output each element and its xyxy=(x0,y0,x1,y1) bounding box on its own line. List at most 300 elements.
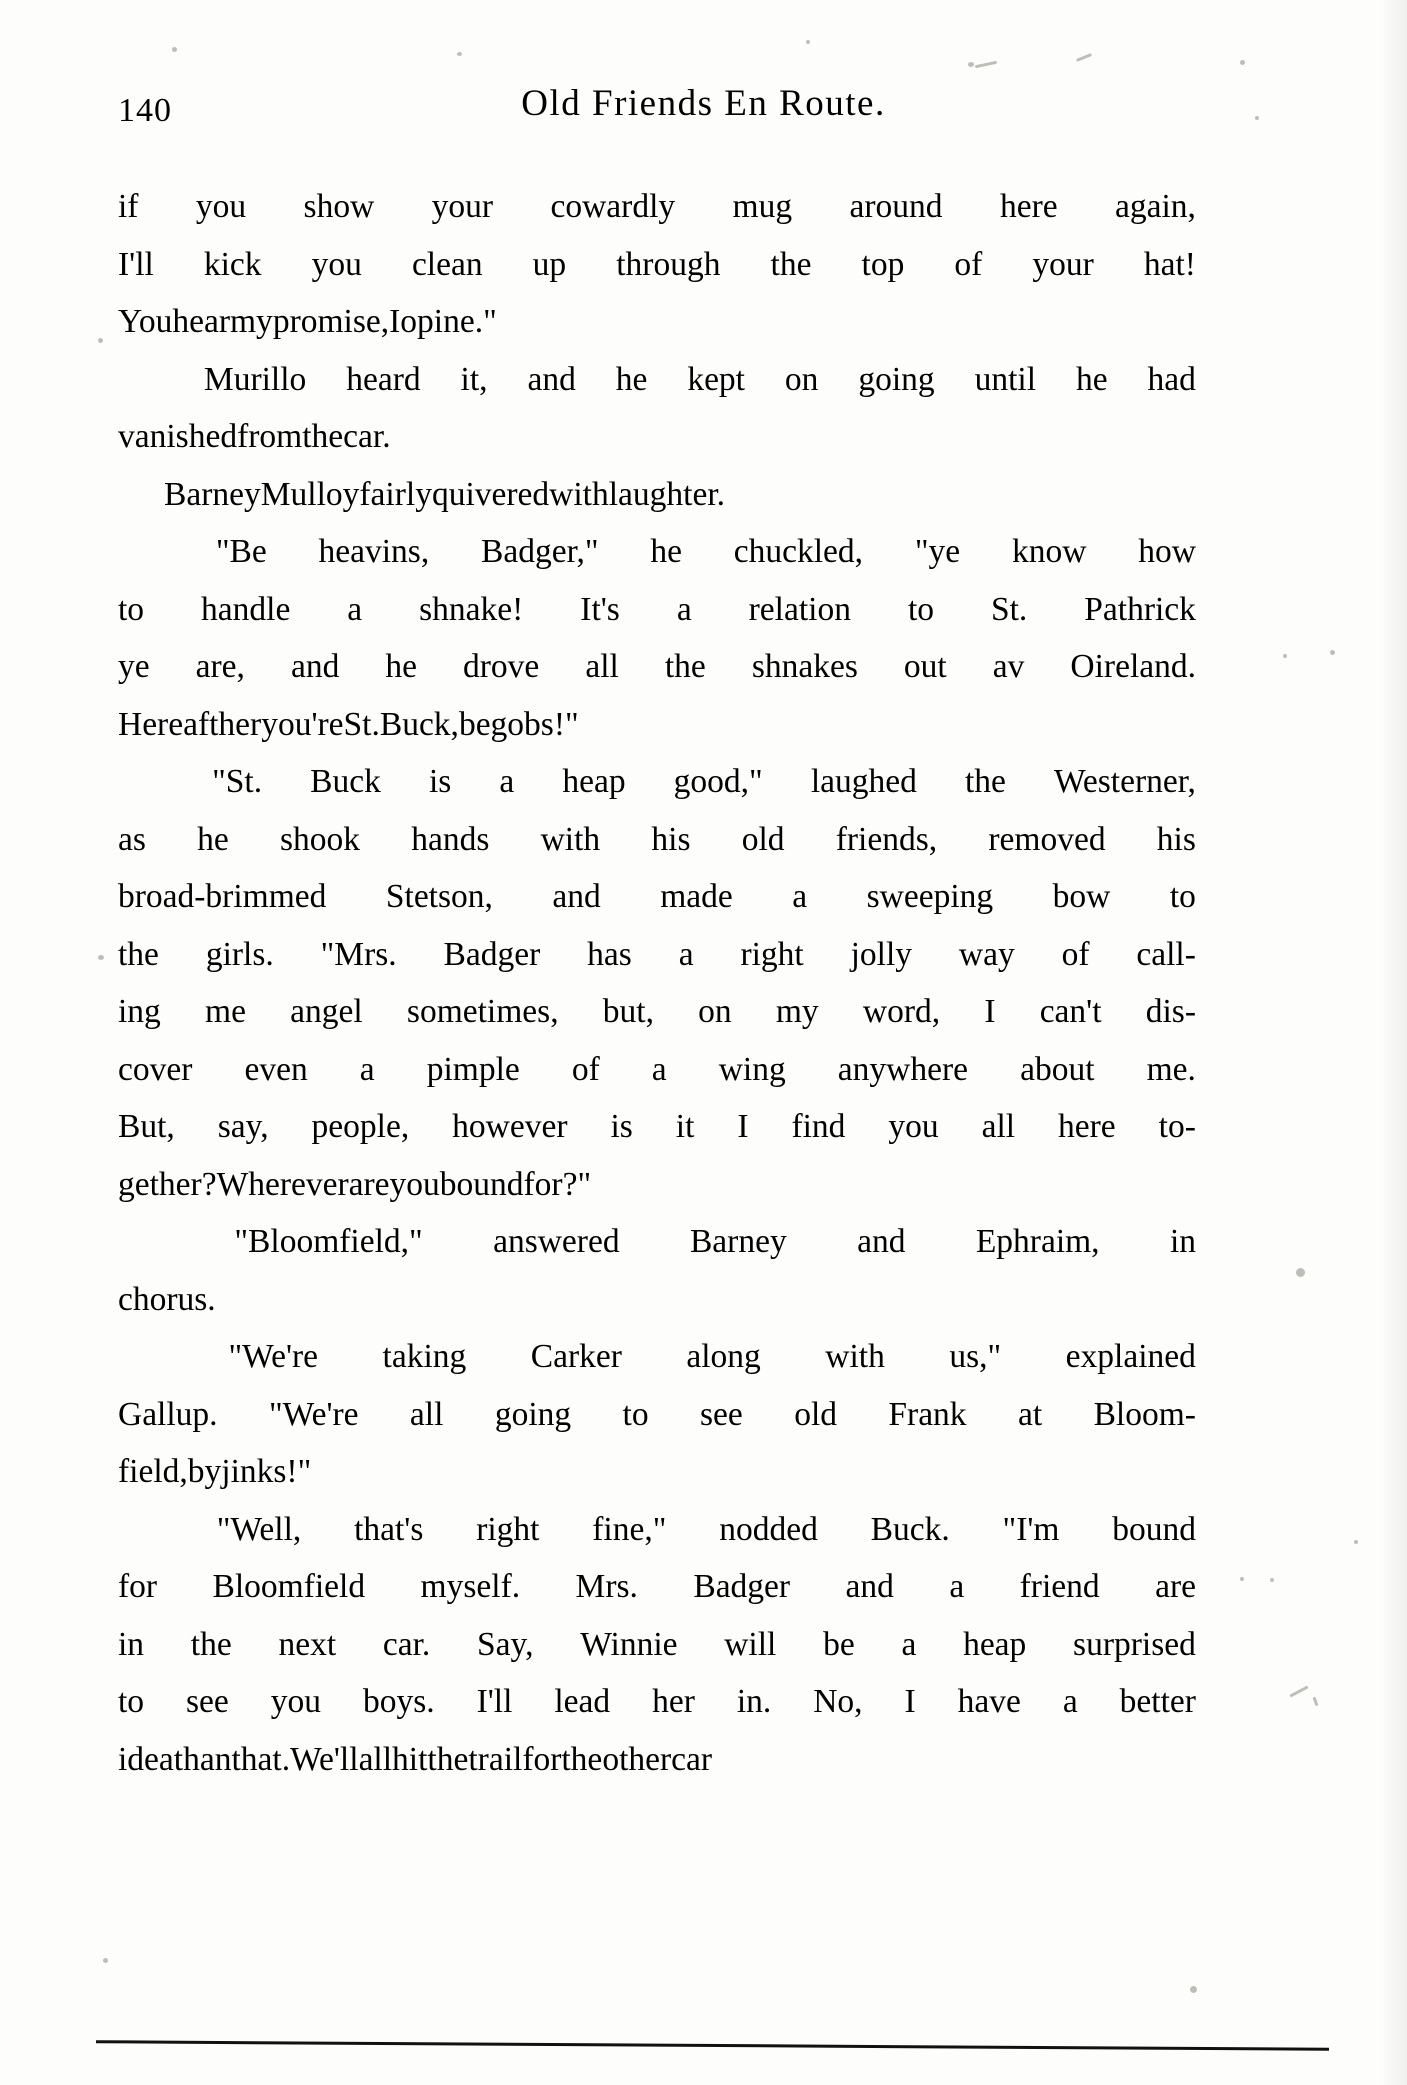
word: the xyxy=(964,763,1006,800)
word: me xyxy=(205,993,246,1030)
paper-speck xyxy=(1289,1685,1308,1697)
word: know xyxy=(1011,533,1087,570)
text-line xyxy=(118,466,1196,524)
word: made xyxy=(660,878,733,915)
word: with xyxy=(549,475,609,513)
word: old xyxy=(741,820,785,858)
word: heavins, xyxy=(318,533,430,570)
word: you xyxy=(389,1165,440,1203)
word: is xyxy=(610,1108,633,1145)
word: he xyxy=(385,648,417,685)
word: heap xyxy=(562,763,626,800)
word: of xyxy=(954,245,983,283)
word: my xyxy=(775,993,819,1030)
paper-speck xyxy=(1255,116,1259,120)
word: Mulloy xyxy=(260,475,360,513)
word: all xyxy=(409,1395,444,1433)
word: angel xyxy=(290,993,363,1030)
word: surprised xyxy=(1073,1625,1196,1663)
paragraph xyxy=(118,1328,1196,1501)
word: a xyxy=(499,763,515,800)
word: old xyxy=(794,1395,837,1433)
word: handle xyxy=(201,590,291,628)
word: are, xyxy=(195,648,245,685)
word: a xyxy=(347,590,363,628)
word: field, xyxy=(118,1453,188,1490)
word: show xyxy=(303,188,375,225)
word: "I'm xyxy=(1002,1510,1060,1548)
word: "Well, xyxy=(216,1510,302,1548)
text-line xyxy=(118,1616,1196,1674)
word: and xyxy=(857,1223,906,1260)
word: in xyxy=(118,1625,145,1663)
word: better xyxy=(1119,1683,1196,1720)
word: "Be xyxy=(215,533,267,570)
indent-spacer xyxy=(118,523,164,581)
word: Badger xyxy=(693,1568,791,1605)
word: but, xyxy=(602,993,654,1030)
word: in xyxy=(1169,1223,1196,1260)
word: Mrs. xyxy=(575,1568,638,1605)
word: Carker xyxy=(530,1338,622,1375)
word: kept xyxy=(687,360,745,398)
word: the xyxy=(561,1740,603,1778)
text-line xyxy=(118,236,1196,294)
word: It's xyxy=(580,590,620,628)
word: at xyxy=(1017,1395,1043,1433)
text-line xyxy=(118,1328,1196,1386)
word: a xyxy=(1062,1683,1078,1720)
text-line xyxy=(118,811,1196,869)
word: with xyxy=(540,820,601,858)
word: be xyxy=(823,1625,855,1663)
word: St. xyxy=(343,705,380,743)
word: and xyxy=(290,648,340,685)
word: to xyxy=(1169,878,1196,915)
text-line xyxy=(118,351,1196,409)
paper-speck xyxy=(1270,1578,1274,1582)
word: broad-brimmed xyxy=(118,878,327,915)
word: Westerner, xyxy=(1053,763,1196,800)
word: say, xyxy=(217,1108,269,1145)
word: dis- xyxy=(1145,993,1196,1030)
word: Winnie xyxy=(580,1625,678,1663)
word: he xyxy=(1075,360,1108,398)
text-line xyxy=(118,1156,1196,1214)
word: explained xyxy=(1065,1338,1196,1375)
word: next xyxy=(278,1625,337,1663)
word: girls. xyxy=(205,935,274,973)
word: here xyxy=(999,188,1058,225)
word: along xyxy=(686,1338,761,1375)
text-line xyxy=(118,1098,1196,1156)
word: wing xyxy=(718,1050,786,1088)
word: call- xyxy=(1136,935,1196,973)
word: to xyxy=(118,1683,145,1720)
word: Buck xyxy=(310,763,381,800)
indent-spacer xyxy=(118,1328,164,1386)
text-line xyxy=(118,926,1196,984)
word: removed xyxy=(988,820,1106,858)
paper-speck xyxy=(98,955,104,960)
word: But, xyxy=(118,1108,175,1145)
word: I xyxy=(984,993,996,1030)
word: on xyxy=(698,993,732,1030)
word: for xyxy=(522,1740,562,1778)
text-line xyxy=(118,523,1196,581)
word: gether? xyxy=(118,1165,217,1203)
word: and xyxy=(527,360,576,398)
word: my xyxy=(230,303,273,340)
word: I xyxy=(737,1108,749,1145)
word: I'll xyxy=(476,1683,513,1720)
word: drove xyxy=(463,648,540,685)
word: and xyxy=(845,1568,894,1605)
text-line xyxy=(118,581,1196,639)
indent-spacer xyxy=(118,1213,164,1271)
word: av xyxy=(992,648,1025,685)
word: has xyxy=(587,935,632,973)
word: Barney xyxy=(164,475,261,513)
word: will xyxy=(724,1625,777,1663)
word: Badger," xyxy=(481,533,599,570)
word: Frank xyxy=(888,1395,967,1433)
word: and xyxy=(552,878,601,915)
word: "Bloomfield," xyxy=(234,1223,423,1260)
word: hit xyxy=(392,1740,428,1778)
word: again, xyxy=(1115,188,1196,225)
word: Gallup. xyxy=(118,1395,218,1433)
word: bow xyxy=(1052,878,1111,915)
word: see xyxy=(186,1683,229,1720)
word: Say, xyxy=(477,1625,534,1663)
word: "ye xyxy=(914,533,961,570)
paper-speck xyxy=(457,52,462,56)
word: friends, xyxy=(835,820,938,858)
word: Bloom- xyxy=(1093,1395,1196,1433)
word: pimple xyxy=(426,1050,520,1088)
word: the xyxy=(190,1625,232,1663)
word: sometimes, xyxy=(406,993,559,1030)
word: going xyxy=(858,360,935,398)
word: the xyxy=(664,648,706,685)
paper-speck xyxy=(975,61,997,69)
text-line xyxy=(118,1558,1196,1616)
word: Buck. xyxy=(870,1510,950,1548)
word: until xyxy=(974,360,1037,398)
word: other xyxy=(602,1740,672,1778)
word: he xyxy=(650,533,682,570)
text-line xyxy=(118,1443,1196,1501)
word: to xyxy=(622,1395,649,1433)
word: had xyxy=(1147,360,1196,398)
word: taking xyxy=(382,1338,467,1375)
word: boys. xyxy=(362,1683,435,1720)
text-line xyxy=(118,638,1196,696)
word: you xyxy=(270,1683,321,1720)
word: right xyxy=(476,1510,540,1548)
word: I xyxy=(389,303,401,340)
text-line xyxy=(118,1213,1196,1271)
word: cowardly xyxy=(550,188,676,225)
word: you're xyxy=(261,705,344,743)
word: right xyxy=(740,935,804,973)
word: your xyxy=(431,188,494,225)
word: Badger xyxy=(443,935,541,973)
text-line xyxy=(118,1041,1196,1099)
paper-speck xyxy=(103,1958,108,1963)
text-line xyxy=(118,868,1196,926)
word: begobs!" xyxy=(458,705,579,743)
indent-spacer xyxy=(118,351,164,409)
word: relation xyxy=(748,590,851,628)
word: way xyxy=(958,935,1015,973)
word: his xyxy=(1156,820,1196,858)
paper-speck xyxy=(806,40,810,44)
word: jolly xyxy=(850,935,913,973)
word: around xyxy=(849,188,943,225)
word: mug xyxy=(732,188,793,225)
paragraph xyxy=(118,1213,1196,1328)
word: all xyxy=(358,1740,393,1778)
word: I'll xyxy=(118,245,154,283)
paper-speck xyxy=(1240,1577,1244,1581)
word: he xyxy=(615,360,648,398)
word: chorus. xyxy=(118,1280,216,1318)
word: of xyxy=(571,1050,600,1088)
word: as xyxy=(118,820,146,858)
word: You xyxy=(118,303,173,340)
word: I xyxy=(904,1683,916,1720)
word: Ephraim, xyxy=(975,1223,1100,1260)
paper-speck xyxy=(1330,650,1335,655)
word: "Mrs. xyxy=(320,935,397,973)
word: idea xyxy=(118,1740,174,1778)
paper-speck xyxy=(1076,53,1092,62)
word: hear xyxy=(172,303,230,340)
word: going xyxy=(494,1395,572,1433)
word: for?" xyxy=(523,1165,592,1203)
paper-speck xyxy=(1313,1697,1319,1706)
word: Oireland. xyxy=(1070,648,1196,685)
word: Barney xyxy=(689,1223,787,1260)
word: Stetson, xyxy=(385,878,493,915)
word: you xyxy=(195,188,247,225)
word: heard xyxy=(346,360,421,398)
word: "St. xyxy=(212,763,263,800)
word: from xyxy=(237,418,303,455)
word: by xyxy=(187,1453,222,1490)
word: hands xyxy=(411,820,490,858)
word: in. xyxy=(736,1683,772,1720)
text-line xyxy=(118,408,1196,466)
page-number: 140 xyxy=(118,92,172,129)
word: people, xyxy=(311,1108,410,1145)
text-line xyxy=(118,178,1196,236)
word: jinks!" xyxy=(221,1453,312,1490)
word: of xyxy=(1061,935,1090,973)
word: lead xyxy=(554,1683,611,1720)
word: ye xyxy=(118,648,150,685)
word: her xyxy=(652,1683,695,1720)
text-line xyxy=(118,696,1196,754)
word: even xyxy=(244,1050,308,1088)
paper-speck xyxy=(1354,1540,1358,1544)
word: up xyxy=(532,245,567,283)
word: it, xyxy=(460,360,488,398)
word: can't xyxy=(1039,993,1102,1030)
paragraph xyxy=(118,753,1196,1213)
text-line xyxy=(118,1731,1196,1789)
word: "We're xyxy=(228,1338,319,1375)
word: find xyxy=(791,1108,846,1145)
word: me. xyxy=(1146,1050,1196,1088)
paper-speck xyxy=(1283,654,1287,658)
text-line xyxy=(118,1271,1196,1329)
word: Murillo xyxy=(203,360,307,398)
indent-spacer xyxy=(118,753,164,811)
word: the xyxy=(770,245,812,283)
word: fairly xyxy=(359,475,432,513)
paper-speck xyxy=(968,62,974,67)
word: to- xyxy=(1158,1108,1196,1145)
word: that. xyxy=(231,1740,291,1778)
bottom-rule xyxy=(96,2040,1329,2051)
word: opine." xyxy=(400,303,497,340)
word: ing xyxy=(118,993,161,1030)
word: the xyxy=(118,935,159,973)
word: St. xyxy=(990,590,1028,628)
paragraph xyxy=(118,1501,1196,1789)
word: how xyxy=(1138,533,1196,570)
word: all xyxy=(585,648,619,685)
word: your xyxy=(1032,245,1094,283)
word: it xyxy=(675,1108,695,1145)
running-head: Old Friends En Route. xyxy=(521,83,886,124)
word: about xyxy=(1020,1050,1095,1088)
indent-spacer xyxy=(118,1501,164,1559)
word: answered xyxy=(493,1223,620,1260)
word: shook xyxy=(279,820,361,858)
word: nodded xyxy=(719,1510,818,1548)
word: kick xyxy=(203,245,262,283)
word: No, xyxy=(813,1683,863,1720)
paragraph xyxy=(118,351,1196,466)
word: for xyxy=(118,1568,158,1605)
word: quivered xyxy=(431,475,550,513)
word: however xyxy=(452,1108,568,1145)
word: hat! xyxy=(1143,245,1196,283)
word: that's xyxy=(354,1510,424,1548)
word: a xyxy=(901,1625,917,1663)
text-line xyxy=(118,1673,1196,1731)
word: us," xyxy=(949,1338,1002,1375)
indent-spacer xyxy=(118,466,164,524)
paragraph xyxy=(118,178,1196,351)
word: are xyxy=(1155,1568,1196,1605)
page-body-text xyxy=(118,178,1196,1788)
word: a xyxy=(359,1050,375,1088)
page-header xyxy=(112,78,1295,138)
word: are xyxy=(348,1165,390,1203)
text-line xyxy=(118,1501,1196,1559)
word: you xyxy=(888,1108,939,1145)
word: bound xyxy=(439,1165,524,1203)
word: fine," xyxy=(592,1510,667,1548)
word: you xyxy=(311,245,362,283)
word: Bloomfield xyxy=(212,1568,366,1605)
word: shnakes xyxy=(751,648,858,685)
word: a xyxy=(678,935,694,973)
word: car. xyxy=(382,1625,431,1663)
text-line xyxy=(118,753,1196,811)
word: a xyxy=(651,1050,667,1088)
word: bound xyxy=(1112,1510,1196,1548)
word: here xyxy=(1058,1108,1116,1145)
word: with xyxy=(825,1338,885,1375)
word: a xyxy=(676,590,692,628)
word: have xyxy=(957,1683,1021,1720)
word: the xyxy=(427,1740,469,1778)
word: a xyxy=(792,878,808,915)
word: trail xyxy=(468,1740,523,1778)
paragraph xyxy=(118,523,1196,753)
word: word, xyxy=(862,993,941,1030)
paper-speck xyxy=(172,47,177,52)
word: anywhere xyxy=(837,1050,969,1088)
word: is xyxy=(428,763,452,800)
word: clean xyxy=(411,245,483,283)
word: a xyxy=(949,1568,965,1605)
word: laughed xyxy=(810,763,917,800)
word: the xyxy=(302,418,344,455)
word: vanished xyxy=(118,418,238,455)
word: heap xyxy=(963,1625,1027,1663)
word: to xyxy=(118,590,145,628)
word: than xyxy=(173,1740,232,1778)
word: Hereafther xyxy=(118,705,262,743)
word: he xyxy=(197,820,229,858)
text-line xyxy=(118,983,1196,1041)
word: all xyxy=(981,1108,1016,1145)
paper-speck xyxy=(1240,60,1245,65)
word: cover xyxy=(118,1050,193,1088)
word: Pathrick xyxy=(1084,590,1196,628)
paper-speck xyxy=(98,338,103,343)
word: see xyxy=(700,1395,743,1433)
page-edge-shadow xyxy=(1381,0,1407,2085)
word: if xyxy=(118,188,139,225)
word: Wherever xyxy=(216,1165,349,1203)
word: to xyxy=(907,590,935,628)
word: car xyxy=(671,1740,713,1778)
word: top xyxy=(861,245,905,283)
word: chuckled, xyxy=(733,533,864,570)
word: promise, xyxy=(272,303,390,340)
word: on xyxy=(784,360,819,398)
paper-speck xyxy=(1296,1268,1305,1277)
paper-speck xyxy=(1190,1986,1197,1993)
word: laughter. xyxy=(608,475,726,513)
word: his xyxy=(651,820,691,858)
word: good," xyxy=(673,763,763,800)
word: friend xyxy=(1019,1568,1100,1605)
word: car. xyxy=(343,418,391,455)
word: through xyxy=(616,245,721,283)
text-line xyxy=(118,1386,1196,1444)
word: shnake! xyxy=(419,590,524,628)
paragraph xyxy=(118,466,1196,524)
